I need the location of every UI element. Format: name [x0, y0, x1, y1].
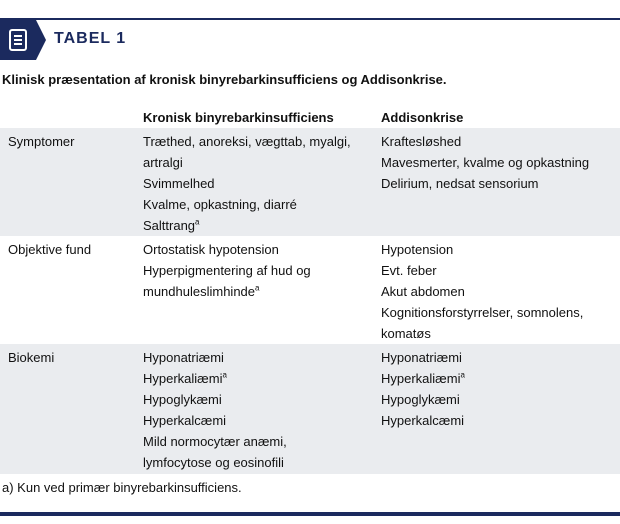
top-rule	[0, 18, 620, 20]
column-header-chronic: Kronisk binyrebarkinsufficiens	[143, 110, 334, 125]
cell-line: Kvalme, opkastning, diarré	[143, 197, 297, 212]
cell-line: Hyperpigmentering af hud og	[143, 263, 311, 278]
crisis-cell	[381, 131, 589, 194]
cell-line: Mavesmerter, kvalme og opkastning	[381, 155, 590, 170]
chronic-cell	[143, 347, 287, 473]
cell-line: Evt. feber	[381, 263, 437, 278]
cell-line: Salttrang$^a$	[143, 217, 200, 233]
table-row-biochemistry	[0, 344, 620, 474]
footnote-marker: a	[195, 217, 200, 227]
footnote-marker: a	[460, 370, 465, 380]
cell-line: Hypoglykæmi	[143, 392, 222, 407]
table-label: TABEL 1	[54, 30, 127, 47]
cell-line: Delirium, nedsat sensorium	[381, 176, 539, 191]
row-label: Biokemi	[8, 350, 55, 365]
crisis-cell	[381, 347, 465, 431]
cell-line: Svimmelhed	[143, 176, 215, 191]
cell-line: artralgi	[143, 155, 183, 170]
cell-line: Hyperkaliæmi$^a$	[143, 370, 227, 386]
table-row-symptoms	[0, 128, 620, 236]
cell-line: Hyperkalcæmi	[381, 413, 465, 428]
cell-line: Hyperkaliæmi$^a$	[381, 370, 465, 386]
table-row-objective-findings	[0, 236, 620, 344]
table-icon-box	[0, 20, 36, 60]
cell-line: Kognitionsforstyrrelser, somnolens,	[381, 305, 584, 320]
bottom-rule	[0, 512, 620, 516]
cell-line: Hypotension	[381, 242, 454, 257]
footnote-marker: a	[255, 283, 260, 293]
icon-notch	[36, 20, 46, 60]
table-caption: Klinisk præsentation af kronisk binyrebarkinsufficiens og Addisonkrise.	[2, 72, 447, 87]
cell-line: mundhuleslimhinde$^a$	[143, 283, 260, 299]
cell-line: Kraftesløshed	[381, 134, 462, 149]
cell-line: Hyponatriæmi	[143, 350, 224, 365]
row-label: Objektive fund	[8, 242, 92, 257]
chronic-cell	[143, 239, 311, 302]
column-header-crisis: Addisonkrise	[381, 110, 464, 125]
document-list-icon	[9, 29, 27, 51]
cell-line: lymfocytose og eosinofili	[143, 455, 284, 470]
footnote-marker: a	[222, 370, 227, 380]
cell-line: komatøs	[381, 326, 431, 341]
cell-line: Hypoglykæmi	[381, 392, 460, 407]
cell-line: Ortostatisk hypotension	[143, 242, 279, 257]
table-footnote: a) Kun ved primær binyrebarkinsufficiens.	[2, 480, 242, 495]
cell-line: Mild normocytær anæmi,	[143, 434, 287, 449]
row-label: Symptomer	[8, 134, 75, 149]
cell-line: Hyperkalcæmi	[143, 413, 227, 428]
cell-line: Træthed, anoreksi, vægttab, myalgi,	[143, 134, 351, 149]
crisis-cell	[381, 239, 583, 344]
cell-line: Hyponatriæmi	[381, 350, 462, 365]
chronic-cell	[143, 131, 351, 236]
cell-line: Akut abdomen	[381, 284, 465, 299]
